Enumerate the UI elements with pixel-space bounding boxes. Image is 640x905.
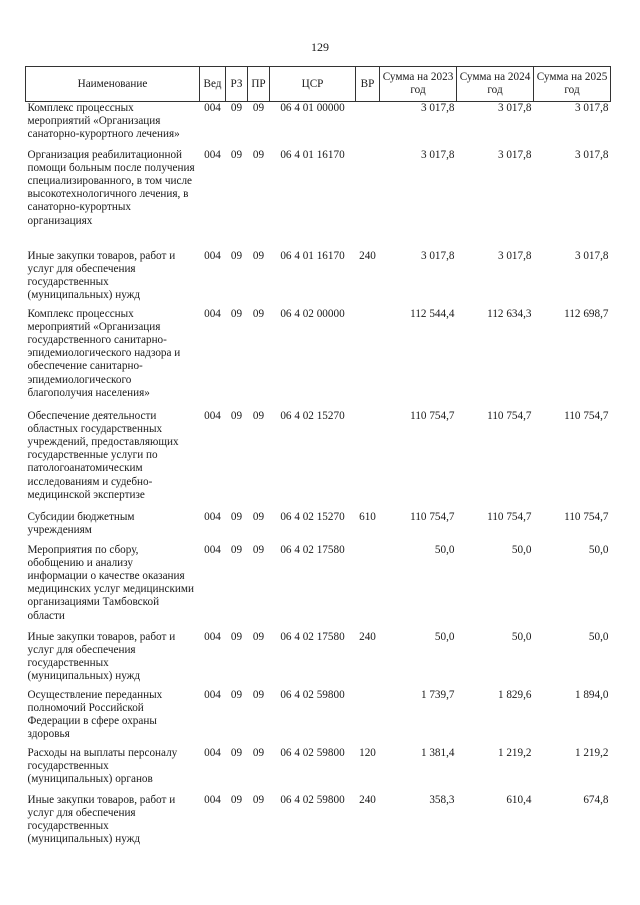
- row-ved: 004: [204, 793, 221, 806]
- budget-table: [25, 66, 611, 852]
- row-vr: 240: [359, 630, 376, 643]
- row-vr: 610: [359, 510, 376, 523]
- row-pr: 09: [252, 102, 265, 114]
- row-name: Иные закупки товаров, работ и услуг для обеспечения государственных (муниципальных) нужд: [27, 630, 176, 683]
- header-csr: ЦСР: [270, 67, 356, 102]
- row-sum-2025: 3 017,8: [574, 249, 609, 262]
- row-sum-2024: 50,0: [511, 630, 532, 643]
- row-ved: 004: [204, 249, 221, 262]
- row-csr: 06 4 02 17580: [280, 543, 345, 556]
- row-rz: 09: [230, 409, 243, 422]
- row-csr: 06 4 02 15270: [280, 409, 345, 422]
- row-rz: 09: [230, 148, 243, 161]
- row-rz: 09: [230, 543, 243, 556]
- table-row: [26, 511, 611, 544]
- row-sum-2024: 3 017,8: [497, 148, 532, 161]
- row-vr: 240: [359, 249, 376, 262]
- table-row: [26, 308, 611, 410]
- header-vr: ВР: [356, 67, 380, 102]
- row-csr: 06 4 02 17580: [280, 630, 345, 643]
- row-sum-2023: 1 381,4: [420, 746, 455, 759]
- row-ved: 004: [204, 630, 221, 643]
- row-ved: 004: [204, 307, 221, 320]
- row-sum-2024: 3 017,8: [497, 102, 532, 114]
- row-rz: 09: [230, 307, 243, 320]
- header-sum-2025: Сумма на 2025 год: [534, 67, 611, 102]
- row-name: Субсидии бюджетным учреждениям: [27, 510, 135, 536]
- row-sum-2025: 110 754,7: [564, 409, 609, 422]
- row-vr: [356, 689, 380, 747]
- row-sum-2023: 50,0: [434, 630, 455, 643]
- row-csr: 06 4 02 15270: [280, 510, 345, 523]
- row-vr: [356, 149, 380, 250]
- row-pr: 09: [252, 746, 265, 759]
- row-name: Организация реабилитационной помощи больным после получения специализированного, в том числе высокотехнологичного лечения, в санаторно-курортных организациях: [27, 148, 195, 227]
- row-sum-2024: 110 754,7: [487, 510, 532, 523]
- table-row: [26, 410, 611, 511]
- row-csr: 06 4 01 00000: [280, 102, 345, 114]
- row-rz: 09: [230, 793, 243, 806]
- row-vr: [356, 410, 380, 511]
- row-sum-2023: 110 754,7: [410, 409, 455, 422]
- row-csr: 06 4 02 59800: [280, 688, 345, 701]
- row-rz: 09: [230, 746, 243, 759]
- row-rz: 09: [230, 630, 243, 643]
- header-ved: Вед: [200, 67, 226, 102]
- table-row: [26, 250, 611, 308]
- row-sum-2025: 1 219,2: [574, 746, 609, 759]
- row-sum-2023: 3 017,8: [420, 102, 455, 114]
- row-name: Комплекс процессных мероприятий «Организация санаторно-курортного лечения»: [27, 102, 180, 141]
- row-csr: 06 4 02 59800: [280, 793, 345, 806]
- row-pr: 09: [252, 543, 265, 556]
- row-sum-2025: 50,0: [588, 543, 609, 556]
- row-sum-2025: 1 894,0: [574, 688, 609, 701]
- row-pr: 09: [252, 148, 265, 161]
- row-rz: 09: [230, 510, 243, 523]
- table-row: [26, 544, 611, 631]
- row-pr: 09: [252, 307, 265, 320]
- table-row: [26, 631, 611, 689]
- row-sum-2024: 50,0: [511, 543, 532, 556]
- table-row: [26, 747, 611, 794]
- row-csr: 06 4 02 59800: [280, 746, 345, 759]
- page-number: 129: [311, 40, 329, 54]
- row-vr: 120: [359, 746, 376, 759]
- row-name: Иные закупки товаров, работ и услуг для обеспечения государственных (муниципальных) нужд: [27, 793, 176, 846]
- row-sum-2023: 1 739,7: [420, 688, 455, 701]
- row-name: Обеспечение деятельности областных государственных учреждений, предоставляющих государственные услуги по патологоанатомическим исследованиям и судебно-медицинской экспертизе: [27, 409, 179, 501]
- row-pr: 09: [252, 688, 265, 701]
- row-sum-2023: 110 754,7: [410, 510, 455, 523]
- row-name: Расходы на выплаты персоналу государственных (муниципальных) органов: [27, 746, 178, 785]
- row-sum-2024: 1 219,2: [497, 746, 532, 759]
- row-rz: 09: [230, 688, 243, 701]
- header-pr: ПР: [248, 67, 270, 102]
- row-pr: 09: [252, 630, 265, 643]
- row-name: Осуществление переданных полномочий Российской Федерации в сфере охраны здоровья: [27, 688, 163, 741]
- row-csr: 06 4 01 16170: [280, 148, 345, 161]
- row-ved: 004: [204, 409, 221, 422]
- row-name: Иные закупки товаров, работ и услуг для обеспечения государственных (муниципальных) нужд: [27, 249, 176, 302]
- row-name: Комплекс процессных мероприятий «Организация государственного санитарно-эпидемиологического надзора и обеспечение санитарно-эпидемиологического благополучия населения»: [27, 307, 181, 399]
- row-ved: 004: [204, 148, 221, 161]
- row-ved: 004: [204, 688, 221, 701]
- table-header: [26, 67, 611, 102]
- row-sum-2025: 3 017,8: [574, 102, 609, 114]
- row-sum-2025: 3 017,8: [574, 148, 609, 161]
- row-sum-2024: 110 754,7: [487, 409, 532, 422]
- row-ved: 004: [204, 102, 221, 114]
- table-row: [26, 689, 611, 747]
- row-pr: 09: [252, 793, 265, 806]
- row-pr: 09: [252, 510, 265, 523]
- header-sum-2024: Сумма на 2024 год: [457, 67, 534, 102]
- row-sum-2023: 358,3: [429, 793, 455, 806]
- row-sum-2023: 112 544,4: [410, 307, 455, 320]
- table-row: [26, 149, 611, 250]
- table-row: [26, 794, 611, 852]
- row-ved: 004: [204, 746, 221, 759]
- row-sum-2025: 50,0: [588, 630, 609, 643]
- header-sum-2023: Сумма на 2023 год: [380, 67, 457, 102]
- row-csr: 06 4 01 16170: [280, 249, 345, 262]
- table-row: [26, 102, 611, 149]
- row-ved: 004: [204, 543, 221, 556]
- row-rz: 09: [230, 102, 243, 114]
- row-pr: 09: [252, 409, 265, 422]
- row-vr: [356, 102, 380, 149]
- row-vr: [356, 308, 380, 410]
- row-name: Мероприятия по сбору, обобщению и анализу информации о качестве оказания медицинских услуг медицинскими организациями Тамбовской области: [27, 543, 194, 622]
- header-name: Наименование: [26, 67, 200, 102]
- row-sum-2025: 110 754,7: [564, 510, 609, 523]
- row-sum-2025: 674,8: [583, 793, 609, 806]
- row-sum-2024: 1 829,6: [497, 688, 532, 701]
- row-sum-2023: 3 017,8: [420, 249, 455, 262]
- header-rz: РЗ: [226, 67, 248, 102]
- row-rz: 09: [230, 249, 243, 262]
- row-sum-2025: 112 698,7: [564, 307, 609, 320]
- row-pr: 09: [252, 249, 265, 262]
- row-sum-2024: 112 634,3: [487, 307, 532, 320]
- row-vr: [356, 544, 380, 631]
- row-ved: 004: [204, 510, 221, 523]
- row-sum-2024: 3 017,8: [497, 249, 532, 262]
- row-vr: 240: [359, 793, 376, 806]
- row-sum-2023: 50,0: [434, 543, 455, 556]
- row-sum-2023: 3 017,8: [420, 148, 455, 161]
- row-sum-2024: 610,4: [506, 793, 532, 806]
- row-csr: 06 4 02 00000: [280, 307, 345, 320]
- table-body: [26, 102, 611, 852]
